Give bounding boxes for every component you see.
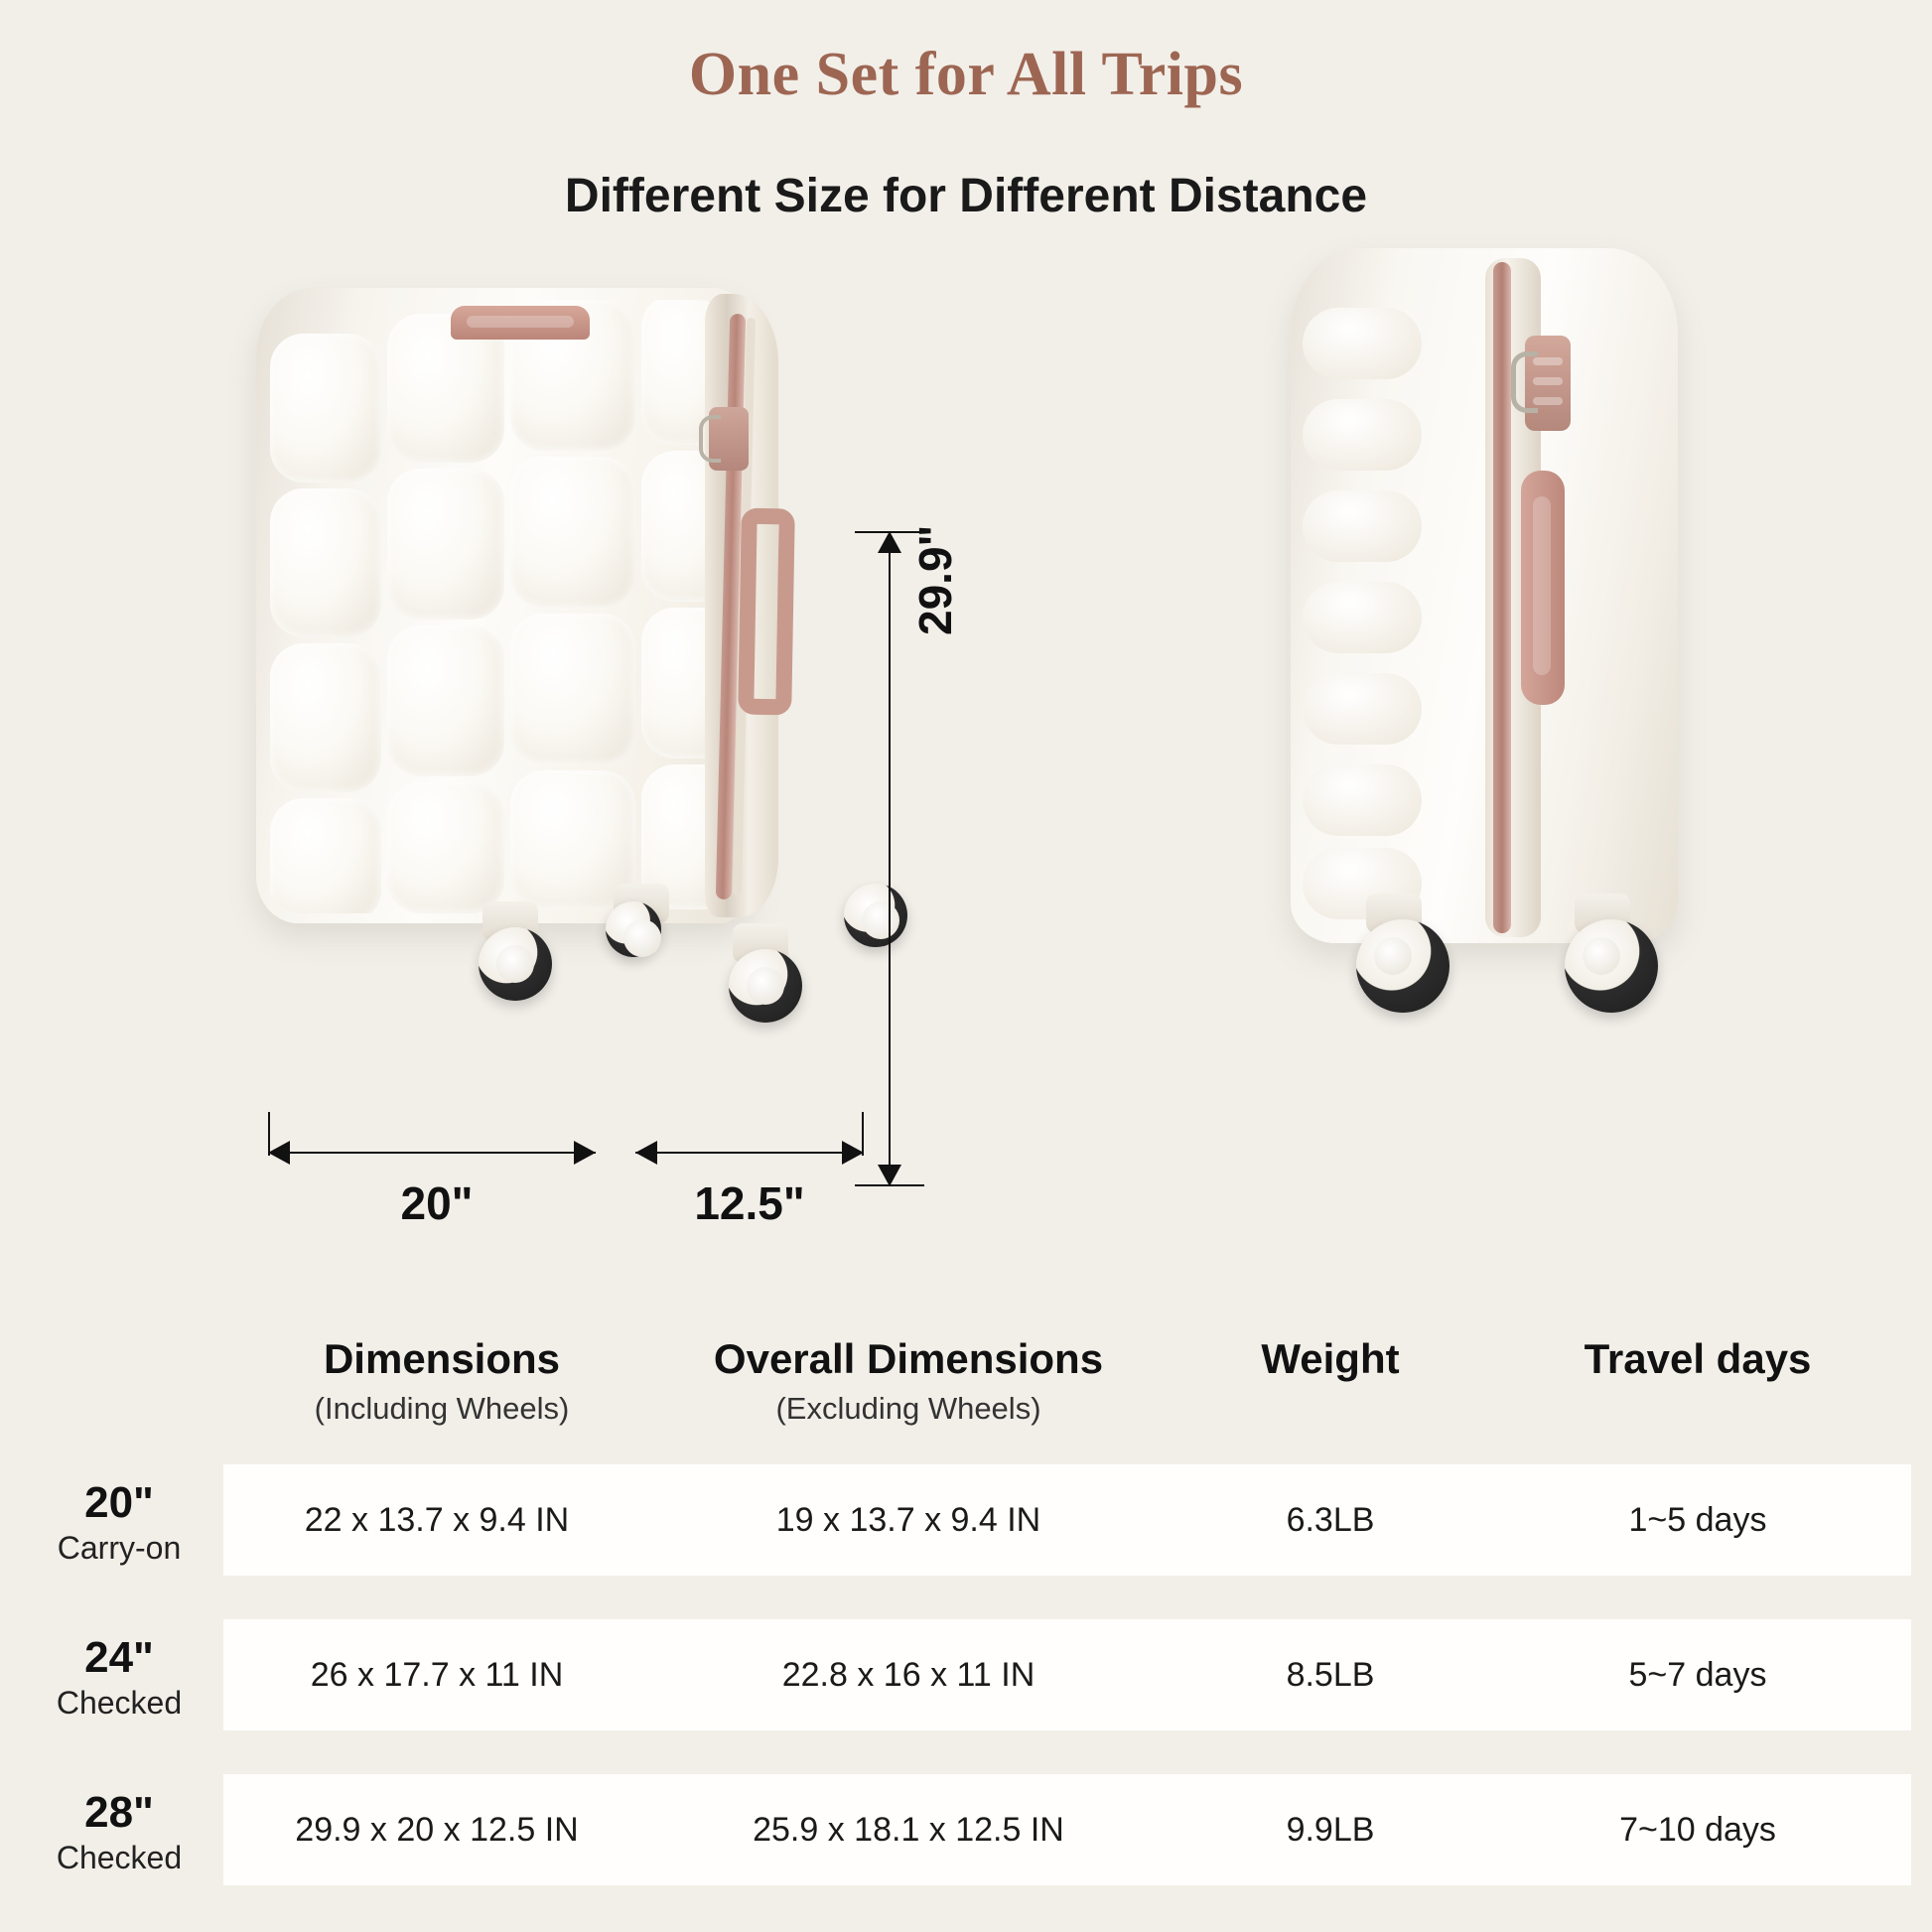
cell-overall-dimensions: 19 x 13.7 x 9.4 IN bbox=[775, 1501, 1041, 1539]
depth-dimension-line bbox=[635, 1152, 864, 1154]
row-band bbox=[223, 1619, 1911, 1730]
width-dimension-label: 20" bbox=[400, 1177, 474, 1229]
column-header-weight: Weight bbox=[1261, 1335, 1400, 1382]
cell-travel-days: 5~7 days bbox=[1628, 1656, 1767, 1694]
suitcase-side-view bbox=[1291, 248, 1708, 1003]
height-dimension-line bbox=[889, 531, 891, 1186]
row-label: 20" Carry-on bbox=[57, 1478, 182, 1567]
table-header-row bbox=[0, 1335, 1932, 1464]
width-dimension-line bbox=[268, 1152, 596, 1154]
height-dimension-label: 29.9" bbox=[909, 524, 961, 635]
spinner-wheel bbox=[1565, 919, 1658, 1013]
spinner-wheel bbox=[844, 884, 907, 947]
column-header-travel-days: Travel days bbox=[1584, 1335, 1812, 1382]
top-handle bbox=[451, 306, 590, 340]
cell-weight: 6.3LB bbox=[1286, 1501, 1375, 1539]
cell-overall-dimensions: 25.9 x 18.1 x 12.5 IN bbox=[753, 1811, 1064, 1849]
page-subtitle: Different Size for Different Distance bbox=[564, 170, 1368, 222]
cell-dimensions: 29.9 x 20 x 12.5 IN bbox=[295, 1811, 579, 1849]
cell-travel-days: 1~5 days bbox=[1628, 1501, 1767, 1539]
lock-shackle-icon bbox=[699, 415, 721, 463]
side-handle bbox=[1521, 471, 1565, 705]
zipper bbox=[1493, 262, 1511, 933]
spinner-wheel bbox=[479, 927, 552, 1001]
table-row bbox=[0, 1464, 1932, 1584]
side-handle bbox=[738, 508, 795, 716]
column-header-overall-dimensions: Overall Dimensions (Excluding Wheels) bbox=[713, 1335, 1104, 1426]
cell-dimensions: 26 x 17.7 x 11 IN bbox=[310, 1656, 564, 1694]
row-label: 24" Checked bbox=[56, 1633, 183, 1722]
arrow-left-icon bbox=[635, 1141, 657, 1165]
row-band bbox=[223, 1774, 1911, 1885]
cell-travel-days: 7~10 days bbox=[1619, 1811, 1776, 1849]
row-label: 28" Checked bbox=[56, 1788, 183, 1876]
row-band bbox=[223, 1464, 1911, 1576]
cell-overall-dimensions: 22.8 x 16 x 11 IN bbox=[781, 1656, 1035, 1694]
quilted-panel bbox=[264, 300, 733, 913]
spinner-wheel bbox=[729, 949, 802, 1023]
table-row bbox=[0, 1774, 1932, 1893]
depth-dimension-label: 12.5" bbox=[694, 1177, 805, 1229]
spinner-wheel bbox=[606, 901, 661, 957]
suitcase-front-view bbox=[256, 288, 812, 923]
cell-weight: 9.9LB bbox=[1286, 1811, 1375, 1849]
product-images bbox=[0, 248, 1932, 1042]
arrow-right-icon bbox=[574, 1141, 596, 1165]
specs-table bbox=[0, 1335, 1932, 1929]
arrow-up-icon bbox=[878, 531, 901, 553]
cell-dimensions: 22 x 13.7 x 9.4 IN bbox=[304, 1501, 570, 1539]
page-title: One Set for All Trips bbox=[688, 41, 1244, 108]
cell-weight: 8.5LB bbox=[1286, 1656, 1375, 1694]
column-header-dimensions: Dimensions (Including Wheels) bbox=[314, 1335, 570, 1426]
table-row bbox=[0, 1619, 1932, 1738]
arrow-left-icon bbox=[268, 1141, 290, 1165]
spinner-wheel bbox=[1356, 919, 1449, 1013]
tsa-lock bbox=[709, 407, 749, 471]
arrow-right-icon bbox=[842, 1141, 864, 1165]
tsa-lock bbox=[1525, 336, 1571, 431]
